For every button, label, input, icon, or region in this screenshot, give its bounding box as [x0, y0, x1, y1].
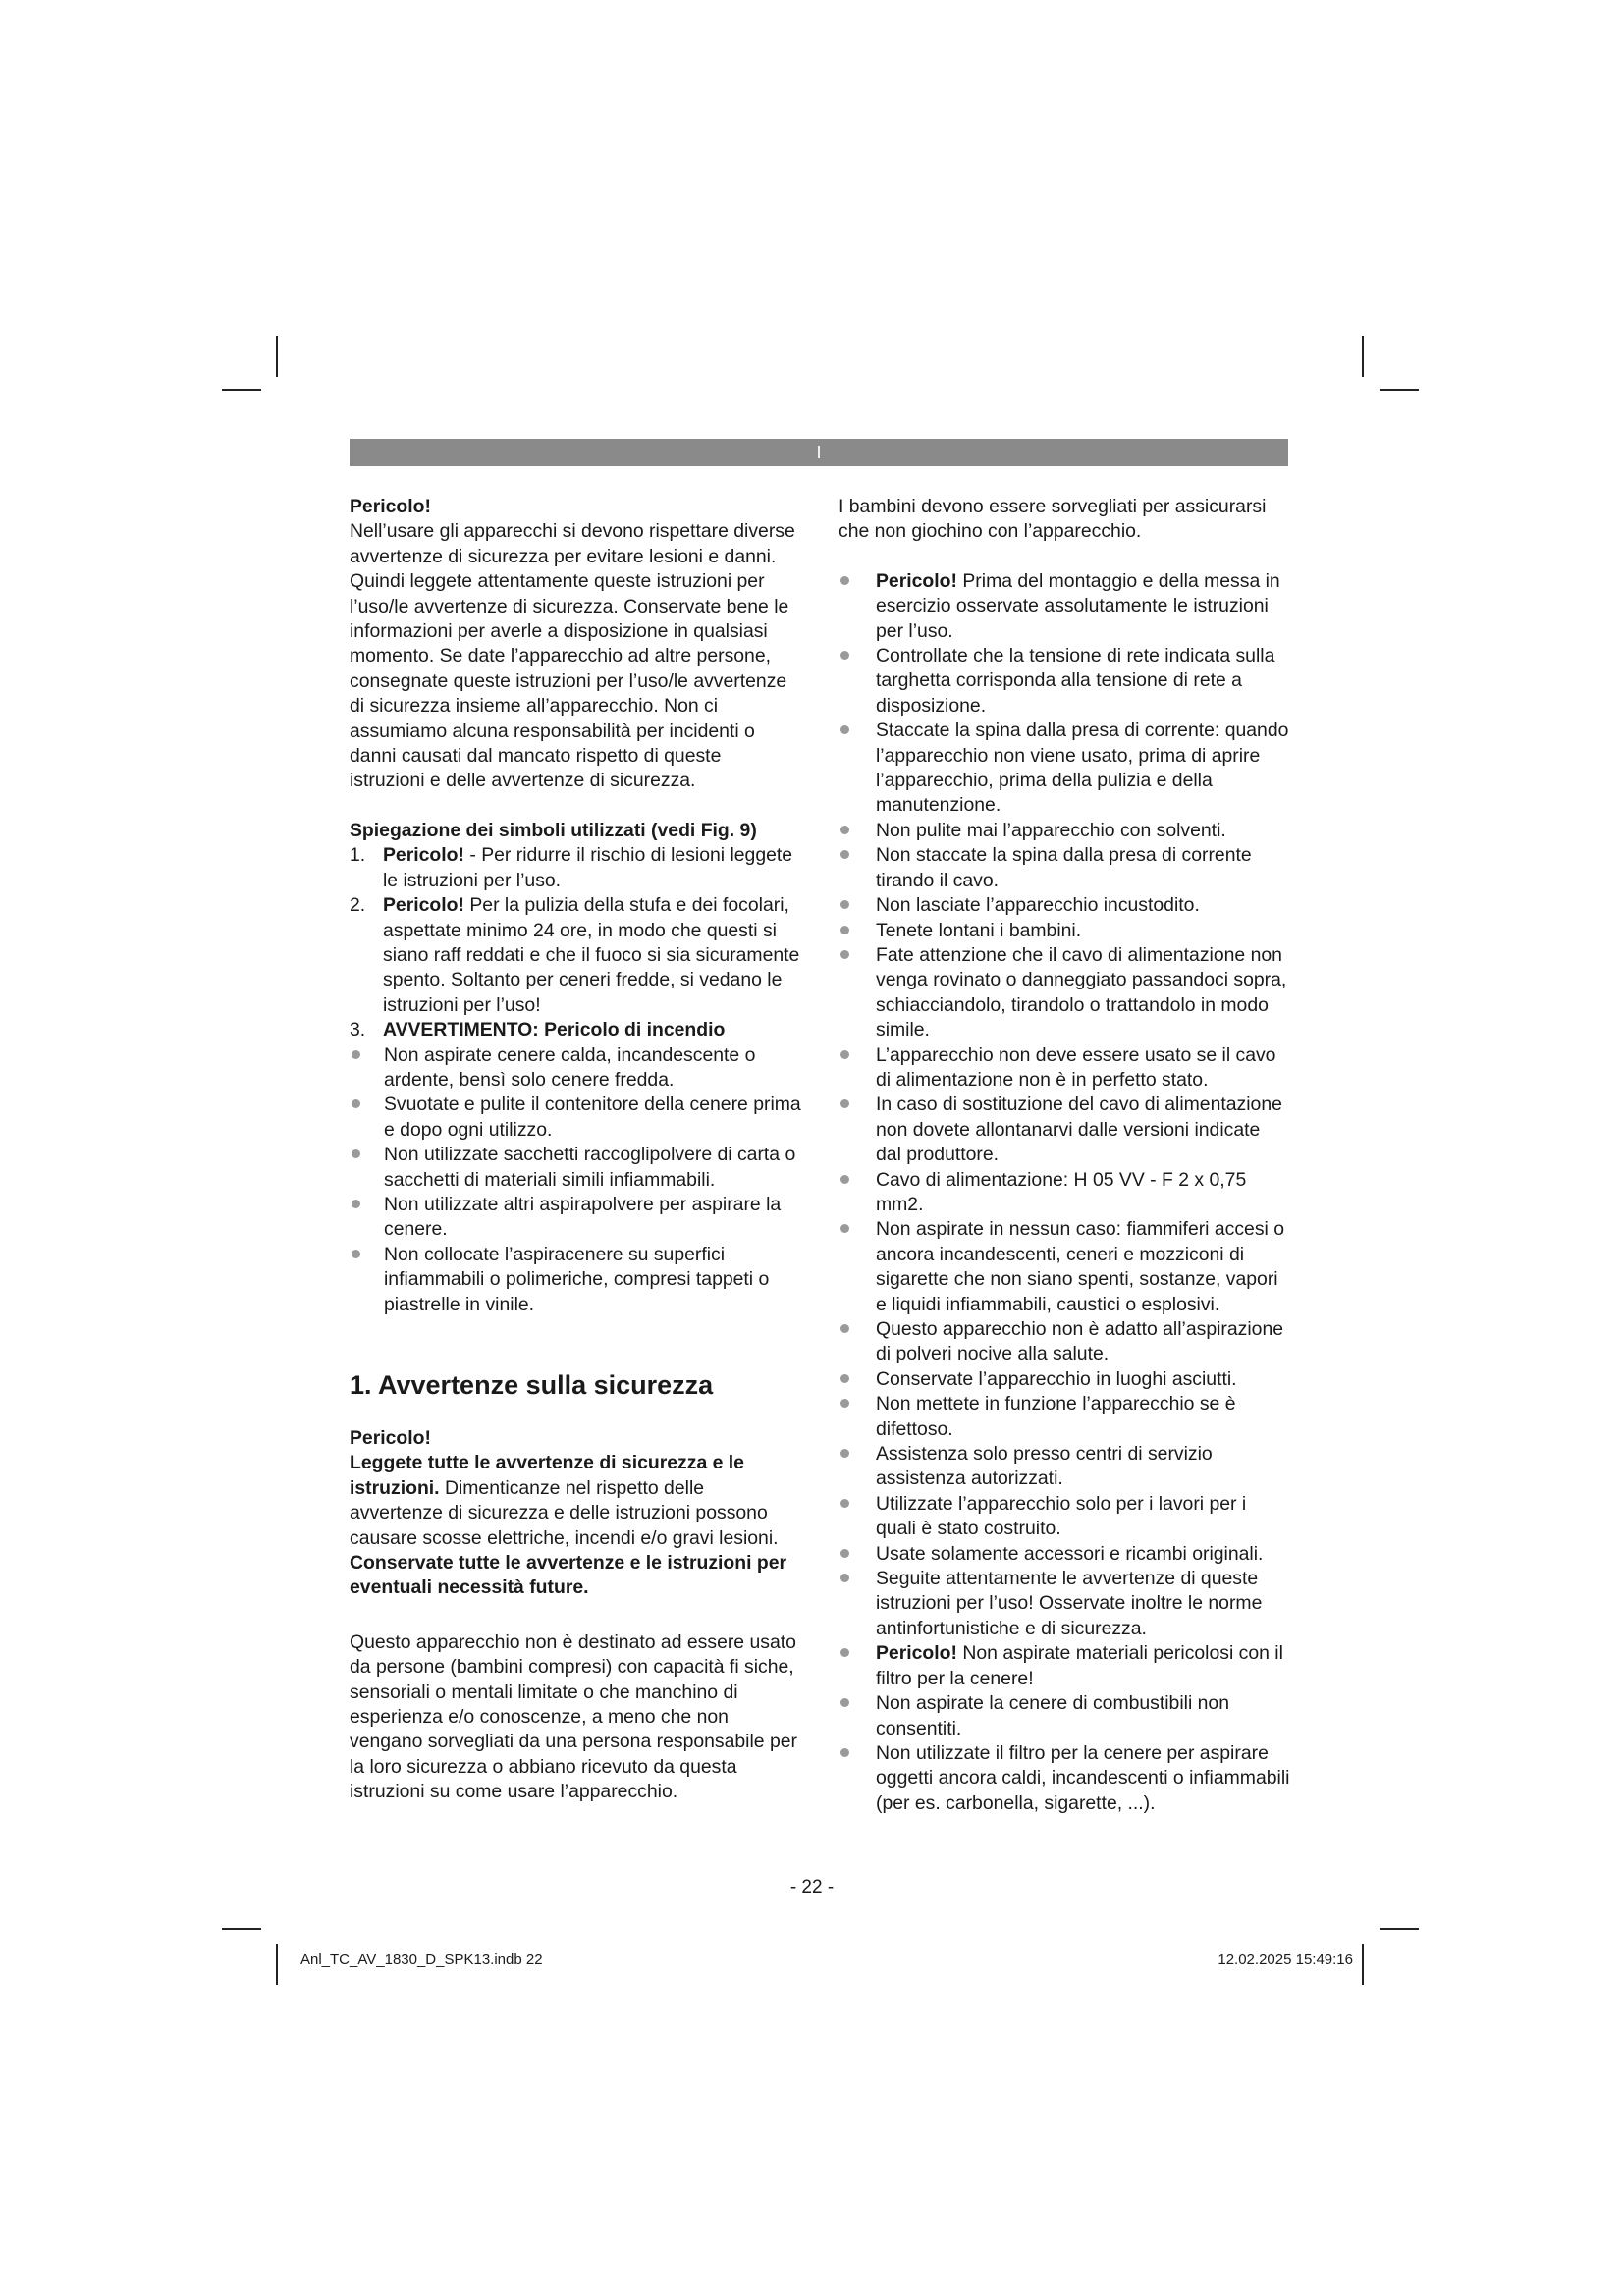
list-item: In caso di sostituzione del cavo di alimentazione non dovete allontanarvi dalle versioni indicate dal produttore. — [839, 1093, 1290, 1167]
page-number: - 22 - — [789, 1877, 835, 1897]
item-number: 3. — [350, 1019, 366, 1041]
bullet-icon — [840, 725, 849, 734]
footer-timestamp: 12.02.2025 15:49:16 — [1218, 1951, 1353, 1968]
crop-mark-bottom-left-horizontal — [222, 1928, 261, 1930]
bullet-icon — [840, 1050, 849, 1059]
right-column — [839, 495, 1290, 1816]
item-number: 1. — [350, 844, 366, 867]
bullet-icon — [840, 1549, 849, 1558]
children-paragraph: I bambini devono essere sorvegliati per assicurarsi che non giochino con l’apparecchio. — [839, 496, 1267, 543]
item-bold: Pericolo! — [383, 844, 464, 867]
bullet-icon — [840, 900, 849, 909]
list-item: Non aspirate in nessun caso: fiammiferi accesi o ancora incandescenti, ceneri e mozziconi di sigarette che non siano spenti, sostanze, vapori e liquidi infiammabili, caustici o esplosivi. — [839, 1217, 1290, 1317]
item-bold: AVVERTIMENTO: Pericolo di incendio — [383, 1019, 726, 1041]
item-text: Per la pulizia della stufa e dei focolari, aspettate minimo 24 ore, in modo che questi si siano raff reddati e che il fuoco si sia sicuramente spento. Soltanto per ceneri fredde, si vedano le istruzioni per l’uso! — [383, 894, 800, 1016]
bullet-icon — [352, 1149, 360, 1158]
bullet-icon — [840, 926, 849, 934]
symbols-item — [350, 893, 801, 1018]
crop-mark-bottom-left-vertical — [276, 1944, 278, 1985]
bullet-icon — [840, 1374, 849, 1383]
list-item: Pericolo! Non aspirate materiali pericolosi con il filtro per la cenere! — [839, 1641, 1290, 1691]
list-item: Non collocate l’aspiracenere su superfici infiammabili o polimeriche, compresi tappeti o piastrelle in vinile. — [350, 1243, 801, 1317]
list-item: Non staccate la spina dalla presa di corrente tirando il cavo. — [839, 843, 1290, 893]
symbols-list — [350, 843, 801, 1042]
crop-mark-top-right-horizontal — [1380, 389, 1419, 391]
list-item: Assistenza solo presso centri di servizio assistenza autorizzati. — [839, 1442, 1290, 1492]
list-item: Non aspirate cenere calda, incandescente o ardente, bensì solo cenere fredda. — [350, 1043, 801, 1094]
list-item: Non mettete in funzione l’apparecchio se è difettoso. — [839, 1392, 1290, 1442]
bullet-icon — [840, 1748, 849, 1757]
list-item: Questo apparecchio non è adatto all’aspirazione di polveri nocive alla salute. — [839, 1317, 1290, 1367]
footer-file-name: Anl_TC_AV_1830_D_SPK13.indb 22 — [300, 1951, 543, 1968]
list-item: Fate attenzione che il cavo di alimentazione non venga rovinato o danneggiato passandoci sopra, schiacciandolo, tirandolo o trattandolo in modo simile. — [839, 943, 1290, 1043]
bullet-icon — [840, 1648, 849, 1657]
item-number: 2. — [350, 894, 366, 917]
bullet-icon — [840, 1499, 849, 1508]
bullet-icon — [352, 1250, 360, 1258]
bullet-icon — [840, 1224, 849, 1233]
list-item: Cavo di alimentazione: H 05 VV - F 2 x 0,75 mm2. — [839, 1168, 1290, 1218]
bullet-icon — [840, 1399, 849, 1408]
list-item: Utilizzate l’apparecchio solo per i lavori per i quali è stato costruito. — [839, 1492, 1290, 1542]
danger-title: Pericolo! — [350, 496, 431, 517]
list-item: Non utilizzate il filtro per la cenere per aspirare oggetti ancora caldi, incandescenti o infiammabili (per es. carbonella, sigarette, ...). — [839, 1741, 1290, 1816]
list-item: Conservate l’apparecchio in luoghi asciutti. — [839, 1367, 1290, 1392]
list-item: Staccate la spina dalla presa di corrente: quando l’apparecchio non viene usato, prima di aprire l’apparecchio, prima della pulizia e della manutenzione. — [839, 719, 1290, 819]
list-item: Pericolo! Prima del montaggio e della messa in esercizio osservate assolutamente le istruzioni per l’uso. — [839, 569, 1290, 644]
list-item: Non utilizzate sacchetti raccoglipolvere di carta o sacchetti di materiali simili infiammabili. — [350, 1143, 801, 1193]
bullet-icon — [840, 651, 849, 660]
list-item: Tenete lontani i bambini. — [839, 919, 1290, 943]
left-column — [350, 495, 801, 1805]
list-item: Seguite attentamente le avvertenze di queste istruzioni per l’uso! Osservate inoltre le norme antinfortunistiche e di sicurezza. — [839, 1567, 1290, 1641]
persons-paragraph: Questo apparecchio non è destinato ad essere usato da persone (bambini compresi) con capacità fi siche, sensoriali o mentali limitate o che manchino di esperienza e/o conoscenze, a meno che non vengano sorvegliati da una persona responsabile per la loro sicurezza o abbiano ricevuto da questa istruzioni su come usare l’apparecchio. — [350, 1630, 797, 1803]
list-item: Non pulite mai l’apparecchio con solventi. — [839, 819, 1290, 843]
bullet-icon — [840, 1449, 849, 1458]
crop-mark-bottom-right-vertical — [1362, 1944, 1364, 1985]
item-bold: Pericolo! — [383, 894, 464, 917]
section-danger-title: Pericolo! — [350, 1427, 431, 1449]
bullet-icon — [840, 1175, 849, 1184]
list-item: Svuotate e pulite il contenitore della cenere prima e dopo ogni utilizzo. — [350, 1093, 801, 1143]
crop-mark-top-left-vertical — [276, 336, 278, 377]
symbols-item — [350, 1018, 801, 1042]
bullet-icon — [840, 850, 849, 859]
crop-mark-bottom-right-horizontal — [1380, 1928, 1419, 1930]
safety-list — [839, 569, 1290, 1816]
item-text: - Per ridurre il rischio di lesioni leggete le istruzioni per l’uso. — [383, 844, 793, 891]
list-item: Usate solamente accessori e ricambi originali. — [839, 1542, 1290, 1567]
bullet-icon — [352, 1200, 360, 1208]
fire-warning-list — [350, 1043, 801, 1317]
bullet-icon — [840, 1099, 849, 1108]
section-title: 1. Avvertenze sulla sicurezza — [350, 1370, 714, 1400]
list-item: Non lasciate l’apparecchio incustodito. — [839, 893, 1290, 918]
list-item: Non utilizzate altri aspirapolvere per aspirare la cenere. — [350, 1193, 801, 1243]
list-item: Non aspirate la cenere di combustibili non consentiti. — [839, 1691, 1290, 1741]
list-item: L’apparecchio non deve essere usato se il cavo di alimentazione non è in perfetto stato. — [839, 1043, 1290, 1094]
bullet-icon — [840, 950, 849, 959]
bullet-icon — [840, 1324, 849, 1333]
bullet-icon — [840, 826, 849, 834]
bullet-icon — [840, 576, 849, 585]
bullet-icon — [840, 1698, 849, 1707]
symbols-item — [350, 843, 801, 893]
bullet-icon — [840, 1574, 849, 1582]
language-code: I — [816, 443, 822, 462]
language-header-bar — [350, 439, 1288, 466]
danger-intro-text: Nell’usare gli apparecchi si devono rispettare diverse avvertenze di sicurezza per evitare lesioni e danni. Quindi leggete attentamente queste istruzioni per l’uso/le avvertenze di sicurezza. Conservate bene le informazioni per averle a disposizione in qualsiasi momento. Se date l’apparecchio ad altre persone, consegnate queste istruzioni per l’uso/le avvertenze di sicurezza insieme all’apparecchio. Non ci assumiamo alcuna responsabilità per incidenti o danni causati dal mancato rispetto di queste istruzioni e delle avvertenze di sicurezza. — [350, 520, 795, 792]
crop-mark-top-right-vertical — [1362, 336, 1364, 377]
bullet-icon — [352, 1099, 360, 1108]
list-item: Controllate che la tensione di rete indicata sulla targhetta corrisponda alla tensione di rete a disposizione. — [839, 644, 1290, 719]
symbols-title: Spiegazione dei simboli utilizzati (vedi Fig. 9) — [350, 819, 757, 841]
bullet-icon — [352, 1050, 360, 1059]
crop-mark-top-left-horizontal — [222, 389, 261, 391]
section-keep-instructions: Conservate tutte le avvertenze e le istruzioni per eventuali necessità future. — [350, 1552, 787, 1599]
section-warning-paragraph: Leggete tutte le avvertenze di sicurezza e le istruzioni. Dimenticanze nel rispetto delle avvertenze di sicurezza e delle istruzioni possono causare scosse elettriche, incendi e/o gravi lesioni. — [350, 1452, 779, 1549]
